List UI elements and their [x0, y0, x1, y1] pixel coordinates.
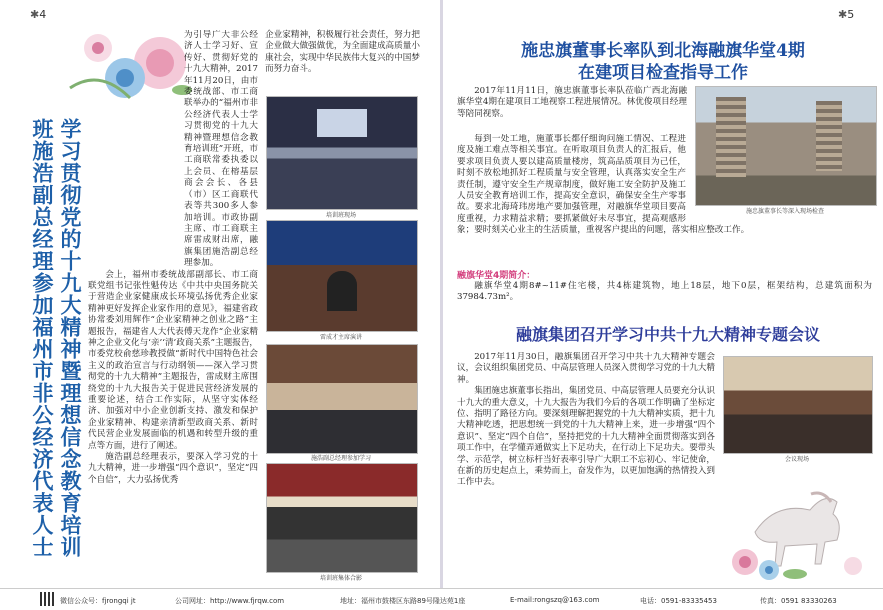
photo-group [266, 463, 418, 573]
left-page [0, 0, 440, 588]
caption-group: 培训班集体合影 [319, 575, 362, 582]
caption-audience: 施浩副总经理参加学习 [310, 455, 371, 462]
footer-address: 地址：福州市鼓楼区东路89号隆达苑1座 [340, 597, 466, 605]
footer-website[interactable]: 公司网址：http://www.fjrqw.com [175, 597, 285, 605]
photo-training-venue [266, 96, 418, 210]
article1-title-line1: 施忠旗董事长率队到北海融旗华堂4期 [521, 41, 805, 61]
project-intro-text [457, 281, 872, 304]
caption-construction-site: 施忠旗董事长等深入现场检查 [745, 208, 824, 215]
page-number-left: ✱4 [30, 8, 47, 21]
left-paragraph-1: 为引导广大非公经济人士学习好、宣传好、贯彻好党的十九大精神，2017年11月20日，由市委统战部、市工商联举办的“福州市非公经济代表人士学习贯彻党的十九大精神暨理想信念教育培训班”开班，市工商联常委执委以上会员、在榕基层商会会长、各县（市）区工商联代表等共300多人参加培训。市政协副主席、市工商联主席雷成财出席，融旗集团施浩副总经理参加。 [184, 30, 258, 269]
article1-title-line2: 在建项目检查指导工作 [578, 63, 748, 83]
photo-audience [266, 344, 418, 454]
caption-training-venue: 培训班现场 [325, 212, 356, 219]
article2-title: 融旗集团召开学习中共十九大精神专题会议 [515, 325, 820, 344]
qr-code-icon [40, 592, 54, 606]
left-article-column-1 [88, 30, 258, 585]
article2-paragraph-2: 集团施忠旗董事长指出，集团党员、中高层管理人员要充分认识十九大的重大意义，十九大报告为我们今后的各项工作明确了坐标定位、指明了路径方向。要深刻理解把握党的十九大精神实质，把十九大精神吃透，把思想统一到党的十九大精神上来，进一步增强“四个意识”、坚定“四个自信”，坚持把党的十九大精神全面贯彻落实到各项工作中，在学懂弄通做实上下足功夫，在行动上下足功夫。要带头学、示范学，树立标杆当好表率引导广大职工不忘初心、牢记使命，在新的历史起点上，乘势而上，奋发作为，以更加饱满的热情投入到工作中去。 [457, 386, 715, 488]
page-footer [0, 588, 883, 610]
horse-flower-decoration [725, 462, 877, 582]
page-number-right: ✱5 [838, 8, 855, 21]
photo-construction-site [695, 86, 877, 206]
article2-body [457, 352, 715, 582]
caption-meeting: 会议现场 [784, 456, 809, 463]
project-intro-heading: 融旗华堂4期简介： [457, 271, 536, 281]
footer-email[interactable]: E-mail:rongszq@163.com [510, 596, 600, 604]
article2-paragraph-1: 2017年11月30日，融旗集团召开学习中共十九大精神专题会议，会议组织集团党员、中高层管理人员深入贯彻学习党的十九大精神。 [457, 352, 715, 385]
project-intro-paragraph: 融旗华堂4期8#~11#住宅楼，共4栋建筑物，地上18层，地下0层，框架结构，总建筑面积为37984.73m²。 [457, 281, 872, 303]
footer-phone: 电话：0591-83335453 [640, 597, 717, 605]
article1-paragraph-2: 每到一处工地，施董事长都仔细询问施工情况、工程进度及施工难点等相关事宜。在听取项目负责人的汇报后，他要求项目负责人要以建高质量楼房，筑高品质项目为己任，时刻不放松地抓好工程质量与安全管理，认真落实安全生产责任制，遵守安全生产规章制度，做好施工安全防护及施工人员安全教育培训工作，提高安全意识，确保安全生产零事故。要求北海琦玮房地产要加强管理，对融旗华堂项目要高度重视，力求精益求精；要抓紧做好未尽事宜，提高观感形象；要时刻关心业主的生活质量，重视客户提出的问题，落实相应整改工作。 [457, 134, 750, 236]
footer-fax: 传真：0591 83330263 [760, 597, 837, 605]
caption-speaker: 雷成才主席演讲 [319, 334, 362, 341]
left-paragraph-continued: 企业家精神，积极履行社会责任，努力把企业做大做强做优，为全面建成高质量小康社会，实现中华民族伟大复兴的中国梦而努力奋斗。 [265, 30, 420, 75]
photo-meeting [723, 356, 873, 454]
left-article-title: 学习贯彻党的十九大精神暨理想信念教育培训班施浩副总经理参加福州市非公经济代表人士 [30, 118, 83, 558]
left-paragraph-2: 会上，福州市委统战部副部长、市工商联党组书记张性魁传达《中共中央国务院关于营造企业家健康成长环境弘扬优秀企业家精神更好发挥企业家作用的意见》，福建省政协常委刘用辉作“企业家精神之创业之路”主题报告，福建省人大代表傅天龙作“企业家精神之企业文化与‘亲’‘清’政商关系”主题报告，市委党校俞慈珍教授做“新时代中国特色社会主义的政治宣言与行动纲领——深入学习贯彻党的十九大精神”主题报告，雷成财主席围绕党的十九大报告关于促进民营经济发展的重要论述，结合工作实际，从坚守实体经济、加强对中小企业创新支持、激发和保护企业家精神、构建亲清新型政商关系、新时代民营企业发展面临的机遇和转型升级的重点等方面，进行了阐述。 [88, 269, 258, 451]
footer-wechat: 微信公众号：fjrongqi jt [60, 597, 136, 605]
article1-body-top [457, 86, 687, 120]
left-article-column-2 [265, 30, 420, 76]
left-paragraph-3: 施浩副总经理表示，要深入学习党的十九大精神，进一步增强“四个意识”，坚定“四个自信”，大力弘扬优秀 [88, 452, 258, 485]
right-page [443, 0, 883, 588]
article1-paragraph-1: 2017年11月11日，施忠旗董事长率队莅临广西北海融旗华堂4期在建项目工地视察工程进展情况。林优俊项目经理等陪同视察。 [457, 86, 687, 119]
photo-speaker [266, 220, 418, 332]
